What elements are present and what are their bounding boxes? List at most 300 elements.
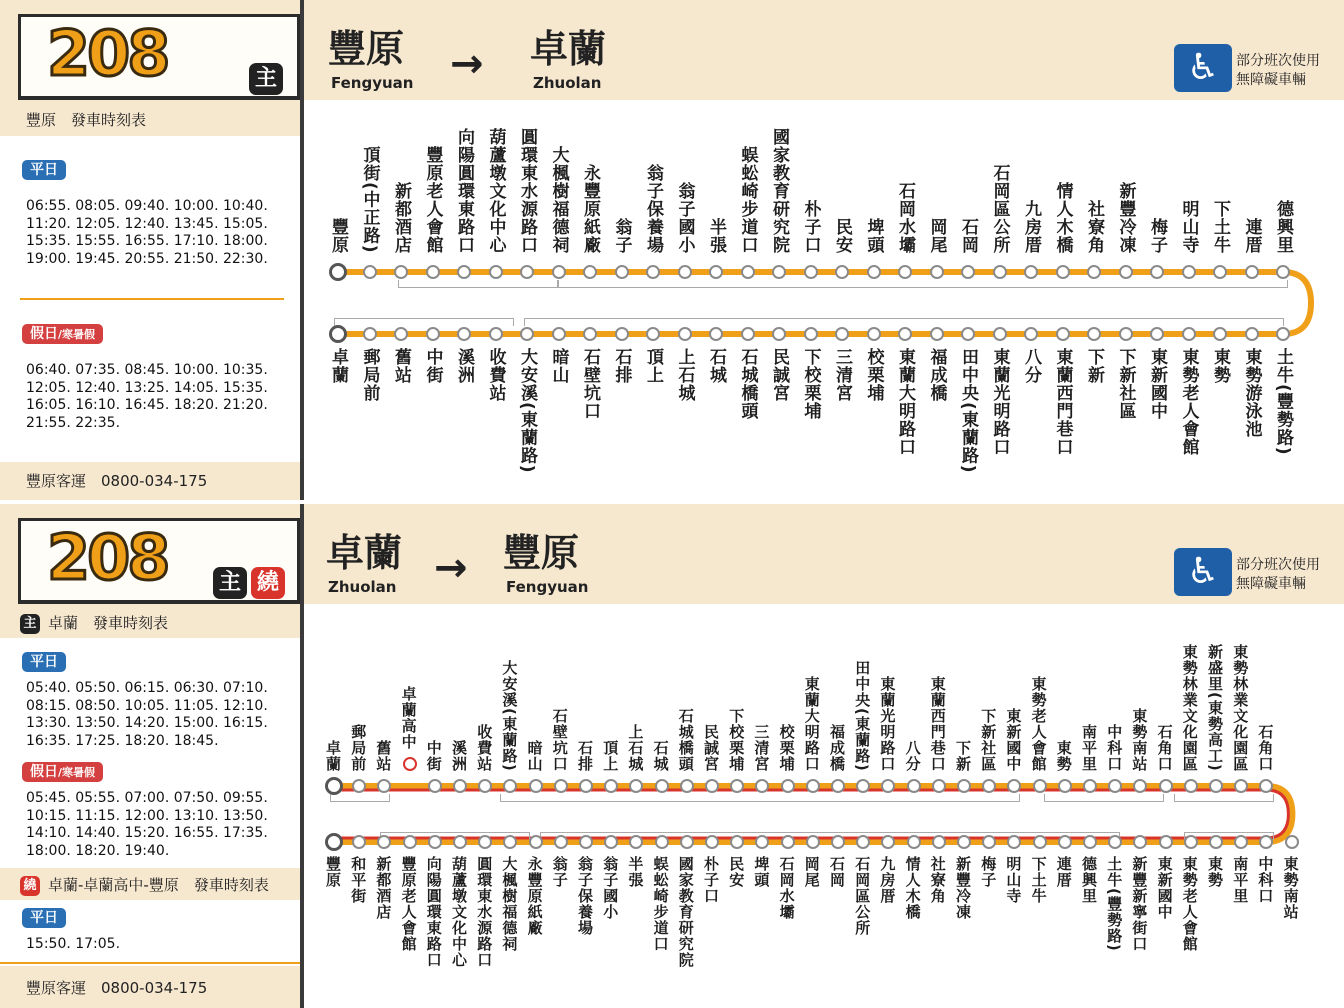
stop-marker: [646, 327, 660, 341]
stop-marker: [961, 327, 975, 341]
stop-marker: [583, 327, 597, 341]
stop-name: 福成橋: [926, 348, 947, 402]
stop-name: 半張: [626, 856, 645, 888]
stop-marker: [1024, 265, 1038, 279]
stop-name: 梅子: [1147, 218, 1167, 254]
stop-marker: [329, 325, 347, 343]
stop-marker: [835, 327, 849, 341]
stop-name: 向陽圓環東路口: [424, 856, 443, 968]
stop-name: 土牛(豐勢路): [1105, 856, 1124, 952]
stop-name: 南平里: [1231, 856, 1250, 904]
stop-marker: [1033, 779, 1047, 793]
road-bracket: [500, 794, 1020, 802]
stop-marker: [428, 779, 442, 793]
stop-name: 郵局前: [349, 724, 368, 772]
stop-name: 東勢南站: [1281, 856, 1300, 920]
stop-name: 埤頭: [752, 856, 771, 888]
route-map-outbound: [304, 100, 1344, 500]
stop-marker: [867, 327, 881, 341]
stop-name: 國家教育研究院: [769, 128, 789, 254]
stop-name: 新盛里(東勢高工): [1206, 644, 1224, 772]
stop-name: 朴子口: [800, 200, 821, 254]
stop-name: 田中央(東蘭路): [853, 660, 872, 772]
road-bracket: [398, 280, 558, 288]
stop-name: 豐原老人會館: [399, 856, 418, 952]
stop-marker: [907, 779, 921, 793]
weekday-label: 平日: [22, 652, 66, 672]
stop-marker: [1213, 327, 1227, 341]
stop-name: 中科口: [1256, 856, 1275, 904]
divider: [0, 962, 300, 964]
stop-name: 東勢南站: [1130, 708, 1149, 772]
stop-name: 卓蘭: [328, 348, 348, 384]
stop-name: 國家教育研究院: [676, 856, 695, 968]
stop-name: 東勢林業文化園區: [1231, 644, 1250, 772]
stop-name: 新都酒店: [391, 182, 411, 254]
direction-arrow: →: [450, 41, 484, 87]
stop-name: 下新: [954, 740, 972, 772]
stop-marker: [680, 779, 694, 793]
stop-marker: [781, 835, 795, 849]
main-route-tag: 主: [213, 567, 247, 599]
stop-marker: [554, 779, 568, 793]
stop-marker: [655, 779, 669, 793]
stop-name: 葫蘆墩文化中心: [485, 128, 506, 254]
stop-name: 半張: [706, 218, 726, 254]
stop-name: 上石城: [626, 724, 645, 772]
stop-name: 東蘭大明路口: [802, 676, 821, 772]
route-section-zhuolan-to-fengyuan: [0, 504, 1344, 1008]
stop-marker: [993, 327, 1007, 341]
stop-marker: [403, 835, 417, 849]
stop-marker: [932, 779, 946, 793]
stop-name: 岡尾: [926, 218, 947, 254]
stop-marker: [529, 779, 543, 793]
road-bracket: [1174, 794, 1274, 802]
stop-marker: [453, 779, 467, 793]
stop-name: 社寮角: [928, 856, 947, 904]
stop-name: 八分: [903, 740, 922, 772]
stop-name: 石岡: [958, 218, 978, 254]
stop-marker: [552, 327, 566, 341]
stop-marker: [907, 835, 921, 849]
stop-name: 東蘭光明路口: [989, 348, 1010, 456]
stop-marker: [457, 265, 471, 279]
stop-marker: [1184, 779, 1198, 793]
direction-arrow: →: [434, 545, 468, 591]
stop-marker: [898, 327, 912, 341]
stop-name: 暗山: [525, 740, 544, 772]
stop-name: 石岡水壩: [895, 182, 915, 254]
stop-name: 石角口: [1256, 724, 1275, 772]
stop-name: 社寮角: [1084, 200, 1104, 254]
stop-name: 豐原: [324, 856, 342, 888]
main-route-tag: 主: [20, 614, 40, 634]
stop-name: 蜈蚣崎步道口: [737, 146, 758, 254]
stop-name: 頂上: [601, 740, 620, 772]
stop-name: 東蘭西門巷口: [1052, 348, 1073, 456]
stop-name: 大楓樹福德祠: [500, 856, 519, 952]
holiday-times: 05:45. 05:55. 07:00. 07:50. 09:55. 10:15. 11:15. 12:00. 13:10. 13:50. 14:10. 14:40. 15:20. 16:55. 17:35. 18:00. 18:20. 19:40.: [26, 790, 268, 859]
stop-name: 石岡: [828, 856, 846, 888]
stop-marker: [520, 265, 534, 279]
stop-name: 卓蘭高中: [399, 686, 418, 750]
stop-marker: [426, 265, 440, 279]
stop-marker: [1083, 779, 1097, 793]
route-number: 208: [47, 521, 168, 594]
stop-name: 梅子: [979, 856, 998, 888]
stop-marker: [781, 779, 795, 793]
stop-name: 中科口: [1105, 724, 1124, 772]
destination-zh: 卓蘭: [530, 27, 607, 71]
stop-name: 翁子國小: [674, 182, 695, 254]
stop-name: 田中央(東蘭路): [958, 348, 978, 474]
stop-name: 東蘭光明路口: [878, 676, 897, 772]
stop-name: 頂街(中正路): [359, 146, 380, 254]
detour-route-tag: 繞: [20, 876, 40, 896]
stop-marker: [741, 327, 755, 341]
stop-marker: [1150, 327, 1164, 341]
stop-name: 東新國中: [1004, 708, 1023, 772]
stop-marker: [1159, 835, 1173, 849]
stop-marker: [705, 835, 719, 849]
main-route-tag: 主: [249, 63, 283, 95]
stop-marker: [646, 265, 660, 279]
stop-marker: [1276, 327, 1290, 341]
operator-contact: 豐原客運 0800-034-175: [0, 462, 300, 500]
accessibility-note: [1174, 44, 1334, 92]
stop-name: 情人木橋: [903, 856, 922, 920]
stop-name: 收費站: [485, 348, 506, 402]
stop-name: 明山寺: [1178, 200, 1199, 254]
stop-name: 圓環東水源路口: [475, 856, 494, 968]
stop-marker: [806, 835, 820, 849]
stop-name: 福成橋: [828, 724, 846, 772]
stop-marker: [804, 327, 818, 341]
stop-marker: [1245, 265, 1259, 279]
stop-marker: [1119, 265, 1133, 279]
stop-marker: [1056, 265, 1070, 279]
stop-name: 石壁坑口: [580, 348, 600, 420]
stop-name: 情人木橋: [1052, 182, 1073, 254]
stop-name: 九房厝: [878, 856, 897, 904]
stop-name: 蜈蚣崎步道口: [651, 856, 670, 952]
stop-marker: [453, 835, 467, 849]
detour-schedule-panel: [0, 900, 300, 966]
stop-name: 民誠宮: [769, 348, 789, 402]
stop-name: 翁子: [611, 218, 632, 254]
holiday-times: 06:40. 07:35. 08:45. 10:00. 10:35. 12:05. 12:40. 13:25. 14:05. 15:35. 16:05. 16:10. 16:45. 18:20. 21:20. 21:55. 22:35.: [26, 362, 268, 431]
stop-marker: [579, 779, 593, 793]
detour-route-tag: 繞: [251, 567, 285, 599]
stop-name: 圓環東水源路口: [517, 128, 537, 254]
stop-name: 下校栗埔: [800, 348, 821, 420]
road-bracket: [334, 318, 514, 326]
stop-marker: [552, 265, 566, 279]
stop-name: 豐原老人會館: [422, 146, 443, 254]
accessibility-line1: 部分班次使用: [1236, 557, 1320, 573]
stop-marker: [394, 327, 408, 341]
stop-name: 石城橋頭: [737, 348, 758, 420]
stop-marker: [1209, 835, 1223, 849]
stop-marker: [993, 265, 1007, 279]
stop-marker: [1182, 327, 1196, 341]
stop-name: 郵局前: [359, 348, 380, 402]
stop-marker: [772, 265, 786, 279]
stop-name: 中街: [424, 740, 443, 772]
stop-name: 舊站: [374, 740, 393, 772]
stop-marker: [1058, 835, 1072, 849]
origin-zh: 卓蘭: [326, 531, 403, 575]
stop-name: 永豐原紙廠: [580, 164, 600, 254]
stop-marker: [554, 835, 568, 849]
stop-marker: [1024, 327, 1038, 341]
stop-name: 石岡水壩: [777, 856, 796, 920]
stop-name: 東新國中: [1155, 856, 1174, 920]
stop-marker: [1213, 265, 1227, 279]
route-number-box: [18, 14, 300, 100]
stop-marker: [1182, 265, 1196, 279]
stop-name: 下土牛: [1210, 200, 1230, 254]
stop-name: 下新社區: [979, 708, 998, 772]
stop-marker: [709, 327, 723, 341]
road-bracket: [558, 280, 1288, 288]
accessibility-note: [1174, 548, 1334, 596]
schedule-panel: [0, 136, 300, 462]
weekday-label: 平日: [22, 160, 66, 180]
stop-marker: [1058, 779, 1072, 793]
stop-marker: [1245, 327, 1259, 341]
stop-marker: [325, 777, 343, 795]
stop-name: 下新社區: [1115, 348, 1136, 420]
route-section-fengyuan-to-zhuolan: [0, 0, 1344, 500]
stop-name: 新豐新寧街口: [1130, 856, 1149, 952]
stop-name: 上石城: [674, 348, 695, 402]
stop-name: 明山寺: [1004, 856, 1023, 904]
stop-marker: [804, 265, 818, 279]
road-bracket: [524, 318, 1284, 326]
stop-marker: [1087, 327, 1101, 341]
stop-name: 石角口: [1155, 724, 1174, 772]
stop-marker: [678, 265, 692, 279]
stop-name: 下新: [1084, 348, 1104, 384]
route-map-return: [304, 604, 1344, 1008]
stop-name: 石壁坑口: [550, 708, 569, 772]
stop-marker: [428, 835, 442, 849]
stop-name: 東勢老人會館: [1178, 348, 1199, 456]
detour-weekday-times: 15:50. 17:05.: [26, 936, 121, 952]
weekday-label: 平日: [22, 908, 66, 928]
stop-marker: [1276, 265, 1290, 279]
stop-marker: [529, 835, 543, 849]
stop-name: 校栗埔: [863, 348, 884, 402]
stop-name: 東新國中: [1147, 348, 1167, 420]
detour-schedule-title: 繞 卓蘭-卓蘭高中-豐原 發車時刻表: [0, 870, 300, 900]
divider: [20, 298, 284, 300]
stop-marker: [394, 265, 408, 279]
schedule-title: 豐原 發車時刻表: [0, 104, 300, 136]
stop-marker: [1083, 835, 1097, 849]
stop-marker: [806, 779, 820, 793]
stop-name: 連厝: [1054, 856, 1073, 888]
origin-zh: 豐原: [328, 27, 405, 71]
stop-name: 東勢: [1054, 740, 1073, 772]
stop-name: 校栗埔: [777, 724, 796, 772]
stop-marker: [1056, 327, 1070, 341]
stop-name: 大安溪(東蘭路): [500, 660, 519, 772]
stop-name: 新豐冷凍: [1115, 182, 1136, 254]
stop-name: 翁子保養場: [576, 856, 594, 936]
stop-name: 溪洲: [450, 740, 468, 772]
stop-marker: [709, 265, 723, 279]
destination-zh: 豐原: [503, 531, 580, 575]
stop-marker: [705, 779, 719, 793]
stop-name: 岡尾: [802, 856, 821, 888]
weekday-times: 06:55. 08:05. 09:40. 10:00. 10:40. 11:20. 12:05. 12:40. 13:45. 15:05. 15:35. 15:55. 16:55. 17:10. 18:00. 19:00. 19:45. 20:55. 21:50. 22:30.: [26, 198, 268, 267]
stop-name: 石岡區公所: [853, 856, 872, 936]
stop-name: 和平街: [349, 856, 368, 904]
stop-name: 東勢林業文化園區: [1180, 644, 1199, 772]
stop-marker: [363, 265, 377, 279]
stop-name: 石城: [706, 348, 726, 384]
stop-marker: [741, 265, 755, 279]
stop-name: 石城: [651, 740, 670, 772]
stop-name: 八分: [1021, 348, 1041, 384]
stop-name: 石岡區公所: [989, 164, 1010, 254]
stop-name: 民安: [832, 218, 852, 254]
stop-marker: [831, 779, 845, 793]
stop-marker: [1150, 265, 1164, 279]
stop-marker: [772, 327, 786, 341]
stop-name: 德興里: [1080, 856, 1098, 904]
stop-marker: [1033, 835, 1047, 849]
stop-name: 溪洲: [454, 348, 474, 384]
stop-name: 卓蘭: [324, 740, 342, 772]
stop-name: 豐原: [328, 218, 348, 254]
accessibility-line2: 無障礙車輛: [1236, 72, 1306, 88]
stop-marker: [932, 835, 946, 849]
stop-name: 向陽圓環東路口: [454, 128, 474, 254]
operator-contact: 豐原客運 0800-034-175: [0, 968, 300, 1008]
stop-name: 東勢: [1210, 348, 1230, 384]
stop-marker: [329, 263, 347, 281]
stop-marker: [1159, 779, 1173, 793]
stop-marker: [403, 757, 417, 771]
stop-marker: [615, 265, 629, 279]
stop-name: 新豐冷凍: [954, 856, 972, 920]
stop-name: 東蘭西門巷口: [928, 676, 947, 772]
stop-name: 石排: [611, 348, 632, 384]
stop-name: 德興里: [1273, 200, 1293, 254]
stop-name: 頂上: [643, 348, 663, 384]
stop-marker: [579, 835, 593, 849]
stop-marker: [363, 327, 377, 341]
stop-name: 石城橋頭: [676, 708, 695, 772]
route-number: 208: [47, 17, 168, 90]
stop-marker: [615, 327, 629, 341]
road-bracket: [330, 794, 390, 802]
stop-name: 土牛(豐勢路): [1273, 348, 1293, 456]
stop-marker: [930, 265, 944, 279]
stop-name: 暗山: [548, 348, 569, 384]
stop-marker: [426, 327, 440, 341]
stop-marker: [678, 327, 692, 341]
stop-marker: [457, 327, 471, 341]
wheelchair-icon: ♿: [1174, 548, 1232, 596]
stop-marker: [930, 327, 944, 341]
stop-marker: [655, 835, 669, 849]
stop-name: 東蘭大明路口: [895, 348, 915, 456]
stop-name: 三清宮: [752, 724, 771, 772]
stop-name: 新都酒店: [374, 856, 393, 920]
stop-marker: [583, 265, 597, 279]
wheelchair-icon: ♿: [1174, 44, 1232, 92]
stop-name: 石排: [576, 740, 594, 772]
holiday-label: 假日/寒暑假: [22, 324, 103, 344]
stop-name: 東勢老人會館: [1180, 856, 1199, 952]
stop-marker: [680, 835, 694, 849]
stop-marker: [961, 265, 975, 279]
stop-name: 收費站: [475, 724, 494, 772]
stop-name: 翁子: [550, 856, 569, 888]
weekday-times: 05:40. 05:50. 06:15. 06:30. 07:10. 08:15. 08:50. 10:05. 11:05. 12:10. 13:30. 13:50. 14:20. 15:00. 16:15. 16:35. 17:25. 18:20. 18:45.: [26, 680, 268, 749]
stop-name: 南平里: [1080, 724, 1098, 772]
destination-en: Zhuolan: [533, 74, 602, 92]
schedule-panel: [0, 638, 300, 868]
stop-name: 下土牛: [1029, 856, 1048, 904]
stop-marker: [898, 265, 912, 279]
holiday-label: 假日/寒暑假: [22, 762, 103, 782]
stop-marker: [489, 327, 503, 341]
stop-name: 連厝: [1241, 218, 1262, 254]
stop-name: 大安溪(東蘭路): [517, 348, 537, 474]
stop-marker: [1087, 265, 1101, 279]
stop-marker: [1209, 779, 1223, 793]
stop-marker: [835, 265, 849, 279]
stop-name: 舊站: [391, 348, 411, 384]
accessibility-line1: 部分班次使用: [1236, 53, 1320, 69]
stop-marker: [1285, 835, 1299, 849]
stop-marker: [957, 835, 971, 849]
stop-name: 大楓樹福德祠: [548, 146, 569, 254]
origin-en: Fengyuan: [331, 74, 414, 92]
stop-marker: [957, 779, 971, 793]
stop-marker: [489, 265, 503, 279]
stop-name: 下校栗埔: [727, 708, 746, 772]
stop-marker: [520, 327, 534, 341]
destination-en: Fengyuan: [506, 578, 589, 596]
stop-name: 民誠宮: [702, 724, 720, 772]
stop-name: 東勢老人會館: [1029, 676, 1048, 772]
accessibility-line2: 無障礙車輛: [1236, 576, 1306, 592]
stop-name: 東勢: [1206, 856, 1224, 888]
stop-marker: [1119, 327, 1133, 341]
stop-marker: [325, 833, 343, 851]
stop-name: 東勢游泳池: [1241, 348, 1262, 438]
route-number-box: [18, 518, 300, 604]
stop-name: 永豐原紙廠: [525, 856, 544, 936]
stop-name: 朴子口: [702, 856, 720, 904]
stop-name: 三清宮: [832, 348, 852, 402]
stop-marker: [867, 265, 881, 279]
road-bracket: [1044, 794, 1164, 802]
stop-name: 中街: [422, 348, 443, 384]
stop-marker: [831, 835, 845, 849]
stop-marker: [1184, 835, 1198, 849]
origin-en: Zhuolan: [328, 578, 397, 596]
stop-name: 葫蘆墩文化中心: [450, 856, 468, 968]
stop-name: 翁子國小: [601, 856, 620, 920]
